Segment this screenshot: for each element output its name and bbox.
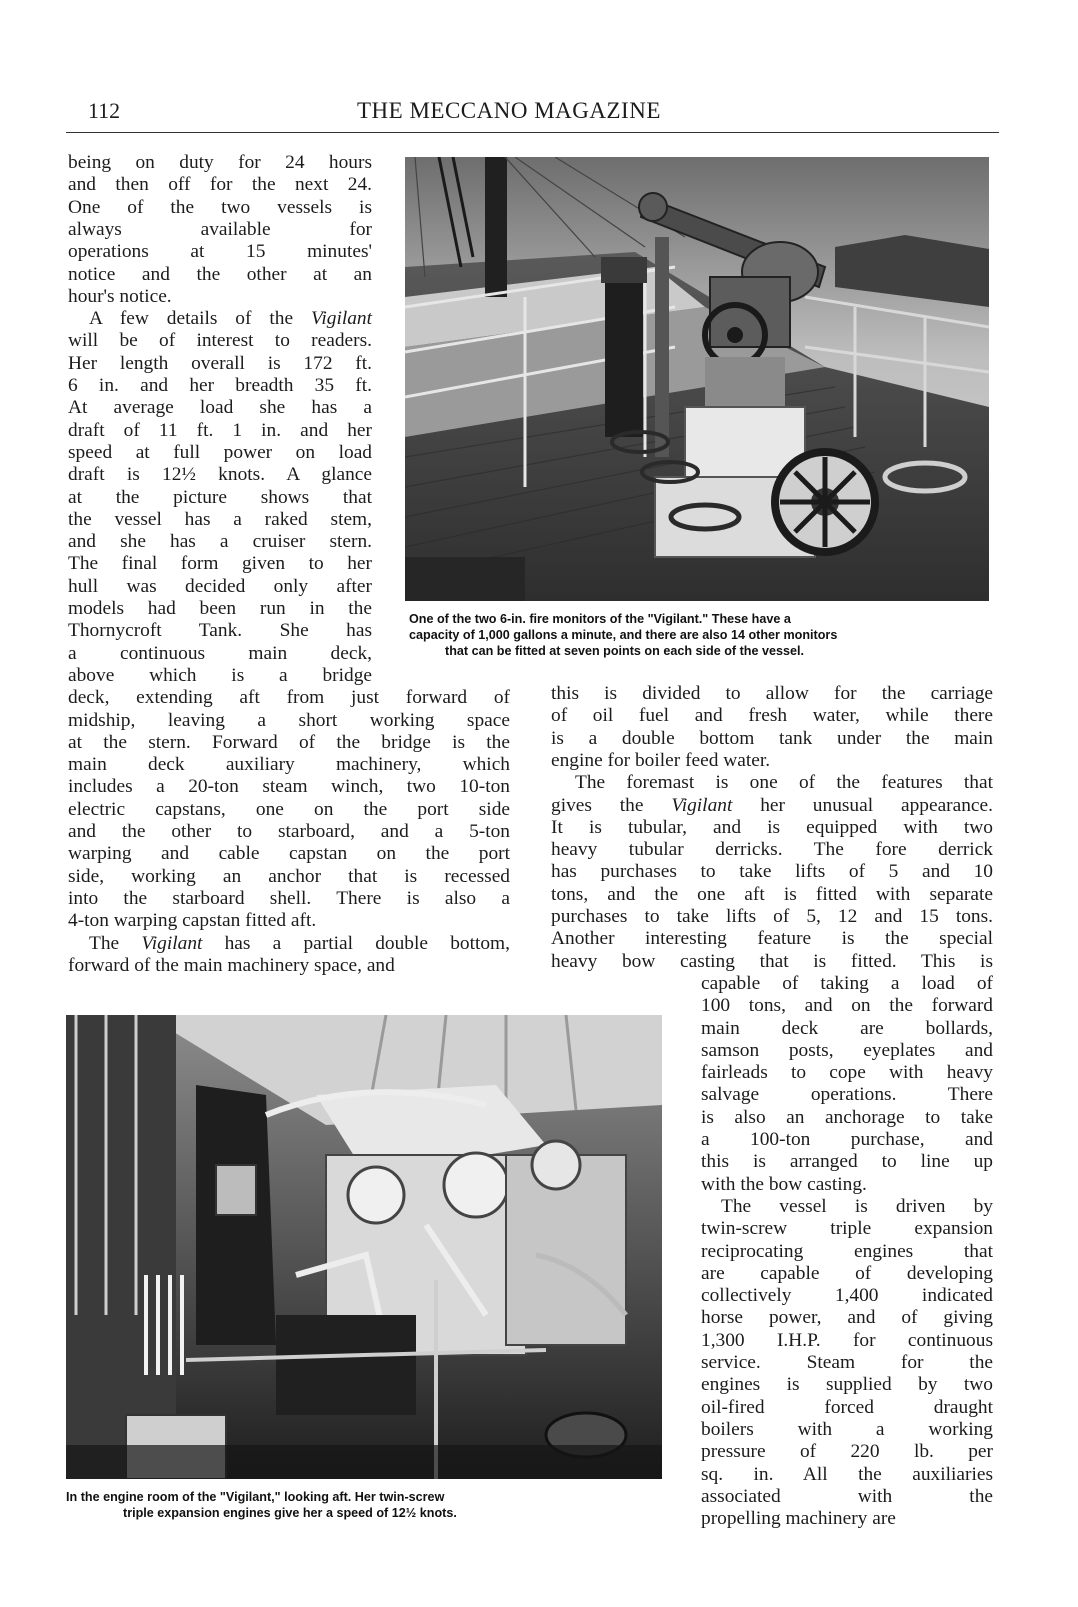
left-column-line: models had been run in the — [68, 598, 372, 619]
right-column-line: gives the Vigilant her unusual appearance. — [551, 794, 993, 816]
right-column-line: a 100-ton purchase, and — [701, 1129, 993, 1150]
right-column-line: 100 tons, and on the forward — [701, 995, 993, 1017]
right-column-line: capable of taking a load of — [701, 972, 993, 994]
right-column-line: are capable of developing — [701, 1262, 993, 1284]
right-column-line: engine for boiler feed water. — [551, 749, 771, 771]
right-column-line: of oil fuel and fresh water, while there — [551, 705, 993, 727]
left-column-line: midship, leaving a short working space — [68, 709, 510, 731]
right-column-line: twin-screw triple expansion — [701, 1218, 993, 1240]
right-column-line: The foremast is one of the features that — [575, 772, 993, 794]
left-column-line: includes a 20-ton steam winch, two 10-ton — [68, 776, 510, 798]
right-column-line: 1,300 I.H.P. for continuous — [701, 1329, 993, 1351]
right-column-line: salvage operations. There — [701, 1084, 993, 1106]
left-column-line: main deck auxiliary machinery, which — [68, 754, 510, 776]
left-column-line: above which is a bridge — [68, 664, 372, 686]
left-column-line: a continuous main deck, — [68, 642, 372, 664]
left-column-line: operations at 15 minutes' — [68, 241, 372, 263]
header-rule — [66, 132, 999, 133]
left-column-line: speed at full power on load — [68, 441, 372, 463]
page-number: 112 — [88, 98, 121, 123]
fire-monitor-photo — [405, 157, 989, 601]
right-column-line: is also an anchorage to take — [701, 1106, 993, 1128]
left-column-line: into the starboard shell. There is also a — [68, 887, 510, 909]
left-column-line: hull was decided only after — [68, 575, 372, 597]
left-column-line: draft is 12½ knots. A glance — [68, 464, 372, 486]
right-column-line: horse power, and of giving — [701, 1307, 993, 1329]
right-column-line: propelling machinery are — [701, 1508, 896, 1530]
right-column-line: engines is supplied by two — [701, 1374, 993, 1396]
right-column-line: main deck are bollards, — [701, 1017, 993, 1039]
right-column-line: tons, and the one aft is fitted with separate — [551, 883, 993, 905]
left-column-line: and she has a cruiser stern. — [68, 531, 372, 553]
left-column-line: Her length overall is 172 ft. — [68, 352, 372, 374]
left-column-line: A few details of the Vigilant — [89, 308, 372, 330]
left-column-line: notice and the other at an — [68, 263, 372, 285]
right-column-line: is a double bottom tank under the main — [551, 727, 993, 749]
left-column-line: 6 in. and her breadth 35 ft. — [68, 375, 372, 396]
fire-monitor-caption-line-3: that can be fitted at seven points on each side of the vessel. — [445, 644, 805, 658]
right-column-line: samson posts, eyeplates and — [701, 1039, 993, 1061]
right-column-line: reciprocating engines that — [701, 1240, 993, 1262]
fire-monitor-caption-line-1: One of the two 6-in. fire monitors of the "Vigilant." These have a — [409, 612, 791, 626]
right-column-line: heavy tubular derricks. The fore derrick — [551, 839, 993, 861]
right-column-line: It is tubular, and is equipped with two — [551, 816, 993, 838]
left-column-line: The Vigilant has a partial double bottom, — [89, 932, 510, 954]
left-column-line: the vessel has a raked stem, — [68, 508, 372, 530]
left-column-line: hour's notice. — [68, 285, 172, 307]
left-column-line: always available for — [68, 218, 372, 240]
magazine-title: THE MECCANO MAGAZINE — [357, 98, 661, 123]
left-column-line: being on duty for 24 hours — [68, 152, 372, 173]
left-column-line: draft of 11 ft. 1 in. and her — [68, 419, 372, 441]
right-column-line: sq. in. All the auxiliaries — [701, 1463, 993, 1485]
right-column-line: heavy bow casting that is fitted. This is — [551, 950, 993, 972]
right-column-line: boilers with a working — [701, 1418, 993, 1440]
left-column-line: forward of the main machinery space, and — [68, 954, 395, 976]
left-column-line: Thornycroft Tank. She has — [68, 620, 372, 642]
left-column-line: at the picture shows that — [68, 486, 372, 508]
right-column-line: with the bow casting. — [701, 1173, 867, 1195]
right-column-line: The vessel is driven by — [721, 1195, 993, 1217]
left-column-line: One of the two vessels is — [68, 196, 372, 218]
engine-room-caption-line-1: In the engine room of the "Vigilant," looking aft. Her twin-screw — [66, 1490, 445, 1504]
left-column-line: 4-ton warping capstan fitted aft. — [68, 910, 317, 932]
left-column-line: At average load she has a — [68, 397, 372, 419]
left-column-line: electric capstans, one on the port side — [68, 798, 510, 820]
left-column-line: at the stern. Forward of the bridge is the — [68, 731, 510, 753]
engine-room-photo — [66, 1015, 662, 1479]
left-column-line: side, working an anchor that is recessed — [68, 865, 510, 887]
right-column-line: pressure of 220 lb. per — [701, 1441, 993, 1463]
left-column-line: and the other to starboard, and a 5-ton — [68, 821, 510, 842]
right-column-line: service. Steam for the — [701, 1352, 993, 1373]
right-column-line: this is divided to allow for the carriage — [551, 683, 993, 704]
right-column-line: oil-fired forced draught — [701, 1396, 993, 1418]
left-column-line: The final form given to her — [68, 553, 372, 575]
left-column-line: deck, extending aft from just forward of — [68, 687, 510, 709]
right-column-line: purchases to take lifts of 5, 12 and 15 tons. — [551, 906, 993, 927]
fire-monitor-caption-line-2: capacity of 1,000 gallons a minute, and there are also 14 other monitors — [409, 628, 838, 642]
left-column-line: will be of interest to readers. — [68, 330, 372, 352]
left-column-line: and then off for the next 24. — [68, 174, 372, 196]
engine-room-caption-line-2: triple expansion engines give her a speed of 12½ knots. — [123, 1506, 457, 1520]
right-column-line: has purchases to take lifts of 5 and 10 — [551, 861, 993, 883]
right-column-line: Another interesting feature is the special — [551, 928, 993, 950]
right-column-line: fairleads to cope with heavy — [701, 1062, 993, 1084]
left-column-line: warping and cable capstan on the port — [68, 843, 510, 865]
right-column-line: this is arranged to line up — [701, 1151, 993, 1173]
right-column-line: associated with the — [701, 1485, 993, 1507]
right-column-line: collectively 1,400 indicated — [701, 1285, 993, 1307]
